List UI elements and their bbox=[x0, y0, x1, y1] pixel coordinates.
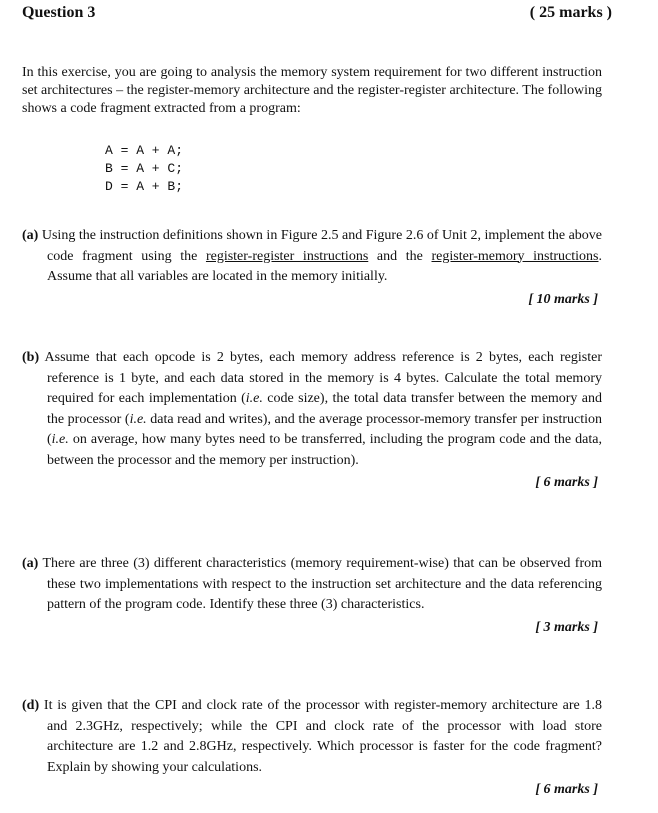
part-b-marks: [ 6 marks ] bbox=[535, 475, 598, 490]
part-d-marks: [ 6 marks ] bbox=[535, 782, 598, 797]
code-line: A = A + A; bbox=[105, 143, 184, 158]
question-marks: ( 25 marks ) bbox=[529, 4, 612, 21]
intro-paragraph: In this exercise, you are going to analysis the memory system requirement for two different instruction set architectures – the register-memory architecture and the register-register architecture. The following shows a code fragment extracted from a program: bbox=[22, 65, 602, 116]
part-c-label: (a) bbox=[22, 556, 39, 571]
register-memory-link: register-memory instructions bbox=[431, 248, 599, 264]
part-a bbox=[22, 226, 602, 310]
question-title: Question 3 bbox=[22, 4, 96, 21]
part-c bbox=[22, 554, 602, 638]
part-b-label: (b) bbox=[22, 350, 40, 365]
code-fragment bbox=[105, 142, 183, 196]
part-b-text: (b) Assume that each opcode is 2 bytes, each memory address reference is 2 bytes, each register reference is 1 byte, and each data stored in the memory is 4 bytes. Calculate the total memory required for each implementation (i.e. code size), the total data transfer between the memory and the processor (i.e. data read and writes), and the average processor-memory transfer per instruction (i.e. on average, how many bytes need to be transferred, including the program code and the data, between the processor and the memory per instruction). bbox=[22, 350, 603, 468]
part-a-marks: [ 10 marks ] bbox=[528, 291, 598, 307]
register-register-link: register-register instructions bbox=[205, 248, 369, 264]
part-a-label: (a) bbox=[22, 228, 39, 243]
part-d-text: (d) It is given that the CPI and clock rate of the processor with register-memory architecture are 1.8 and 2.3GHz, respectively; while the CPI and clock rate of the processor with load store architecture are 1.2 and 2.8GHz, respectively. Which processor is faster for the code fragment? Explain by showing your calculations. bbox=[22, 698, 603, 775]
part-a-text: (a) Using the instruction definitions shown in Figure 2.5 and Figure 2.6 of Unit 2, implement the above code fragment using the register-register instructions and the register-memory instructions. Assume that all variables are located in the memory initially. bbox=[22, 228, 603, 284]
part-b bbox=[22, 348, 602, 494]
part-c-marks: [ 3 marks ] bbox=[535, 619, 598, 635]
part-d bbox=[22, 696, 602, 801]
part-d-label: (d) bbox=[22, 698, 40, 713]
part-c-text: (a) There are three (3) different characteristics (memory requirement-wise) that can be observed from these two implementations with respect to the instruction set architecture and the data referencing pattern of the program code. Identify these three (3) characteristics. bbox=[22, 556, 602, 612]
code-line: B = A + C; bbox=[105, 161, 184, 176]
code-line: D = A + B; bbox=[105, 179, 184, 194]
